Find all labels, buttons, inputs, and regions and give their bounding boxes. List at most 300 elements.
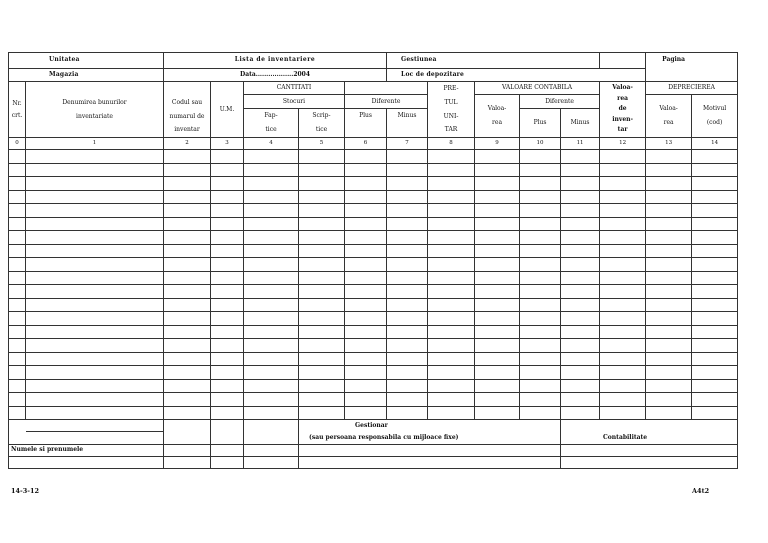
entry-cell[interactable]: [520, 244, 561, 258]
entry-cell[interactable]: [387, 379, 428, 393]
entry-cell[interactable]: [299, 393, 345, 407]
entry-cell[interactable]: [9, 204, 26, 218]
entry-cell[interactable]: [387, 190, 428, 204]
contabilitate-name-field[interactable]: [561, 444, 738, 456]
entry-cell[interactable]: [345, 312, 387, 326]
entry-cell[interactable]: [299, 258, 345, 272]
entry-cell[interactable]: [561, 352, 600, 366]
entry-cell[interactable]: [520, 163, 561, 177]
entry-cell[interactable]: [520, 190, 561, 204]
entry-cell[interactable]: [475, 325, 520, 339]
entry-cell[interactable]: [428, 366, 475, 380]
entry-cell[interactable]: [244, 285, 299, 299]
entry-cell[interactable]: [299, 150, 345, 164]
entry-cell[interactable]: [9, 190, 26, 204]
entry-cell[interactable]: [692, 190, 738, 204]
entry-cell[interactable]: [600, 312, 646, 326]
entry-cell[interactable]: [475, 190, 520, 204]
entry-cell[interactable]: [692, 406, 738, 420]
entry-cell[interactable]: [475, 379, 520, 393]
entry-cell[interactable]: [428, 339, 475, 353]
entry-cell[interactable]: [692, 393, 738, 407]
entry-cell[interactable]: [387, 406, 428, 420]
entry-cell[interactable]: [26, 339, 164, 353]
entry-cell[interactable]: [428, 217, 475, 231]
entry-cell[interactable]: [600, 352, 646, 366]
entry-cell[interactable]: [520, 339, 561, 353]
entry-cell[interactable]: [299, 339, 345, 353]
entry-cell[interactable]: [244, 339, 299, 353]
entry-cell[interactable]: [600, 366, 646, 380]
entry-cell[interactable]: [164, 406, 211, 420]
entry-cell[interactable]: [345, 379, 387, 393]
entry-cell[interactable]: [387, 217, 428, 231]
entry-cell[interactable]: [561, 163, 600, 177]
entry-cell[interactable]: [561, 150, 600, 164]
entry-cell[interactable]: [520, 393, 561, 407]
entry-cell[interactable]: [600, 298, 646, 312]
entry-cell[interactable]: [692, 163, 738, 177]
entry-cell[interactable]: [561, 217, 600, 231]
entry-cell[interactable]: [26, 285, 164, 299]
entry-cell[interactable]: [475, 366, 520, 380]
entry-cell[interactable]: [345, 231, 387, 245]
entry-cell[interactable]: [387, 271, 428, 285]
entry-cell[interactable]: [646, 258, 692, 272]
entry-cell[interactable]: [211, 177, 244, 191]
entry-cell[interactable]: [345, 366, 387, 380]
entry-cell[interactable]: [164, 244, 211, 258]
entry-cell[interactable]: [428, 298, 475, 312]
entry-cell[interactable]: [561, 190, 600, 204]
entry-cell[interactable]: [26, 163, 164, 177]
entry-cell[interactable]: [9, 312, 26, 326]
entry-cell[interactable]: [428, 231, 475, 245]
entry-cell[interactable]: [561, 406, 600, 420]
entry-cell[interactable]: [646, 339, 692, 353]
entry-cell[interactable]: [299, 271, 345, 285]
entry-cell[interactable]: [26, 352, 164, 366]
entry-cell[interactable]: [164, 393, 211, 407]
entry-cell[interactable]: [26, 379, 164, 393]
entry-cell[interactable]: [520, 312, 561, 326]
signature-cell[interactable]: [211, 444, 244, 456]
entry-cell[interactable]: [475, 150, 520, 164]
entry-cell[interactable]: [646, 271, 692, 285]
entry-cell[interactable]: [387, 352, 428, 366]
entry-cell[interactable]: [9, 163, 26, 177]
entry-cell[interactable]: [244, 258, 299, 272]
entry-cell[interactable]: [164, 150, 211, 164]
entry-cell[interactable]: [387, 231, 428, 245]
entry-cell[interactable]: [692, 244, 738, 258]
entry-cell[interactable]: [26, 204, 164, 218]
entry-cell[interactable]: [428, 258, 475, 272]
entry-cell[interactable]: [211, 366, 244, 380]
entry-cell[interactable]: [692, 204, 738, 218]
entry-cell[interactable]: [9, 150, 26, 164]
entry-cell[interactable]: [211, 244, 244, 258]
entry-cell[interactable]: [646, 379, 692, 393]
entry-cell[interactable]: [561, 366, 600, 380]
entry-cell[interactable]: [520, 379, 561, 393]
entry-cell[interactable]: [475, 393, 520, 407]
entry-cell[interactable]: [26, 325, 164, 339]
entry-cell[interactable]: [387, 258, 428, 272]
entry-cell[interactable]: [244, 379, 299, 393]
entry-cell[interactable]: [211, 393, 244, 407]
entry-cell[interactable]: [345, 393, 387, 407]
entry-cell[interactable]: [646, 163, 692, 177]
entry-cell[interactable]: [211, 406, 244, 420]
entry-cell[interactable]: [387, 325, 428, 339]
entry-cell[interactable]: [299, 231, 345, 245]
entry-cell[interactable]: [244, 406, 299, 420]
entry-cell[interactable]: [299, 190, 345, 204]
entry-cell[interactable]: [299, 312, 345, 326]
entry-cell[interactable]: [345, 177, 387, 191]
entry-cell[interactable]: [211, 312, 244, 326]
entry-cell[interactable]: [345, 271, 387, 285]
entry-cell[interactable]: [646, 150, 692, 164]
entry-cell[interactable]: [475, 352, 520, 366]
entry-cell[interactable]: [475, 339, 520, 353]
entry-cell[interactable]: [475, 217, 520, 231]
entry-cell[interactable]: [561, 204, 600, 218]
entry-cell[interactable]: [520, 177, 561, 191]
entry-cell[interactable]: [26, 244, 164, 258]
entry-cell[interactable]: [475, 298, 520, 312]
entry-cell[interactable]: [9, 244, 26, 258]
entry-cell[interactable]: [244, 190, 299, 204]
entry-cell[interactable]: [428, 204, 475, 218]
entry-cell[interactable]: [600, 190, 646, 204]
entry-cell[interactable]: [475, 258, 520, 272]
entry-cell[interactable]: [244, 366, 299, 380]
gestionar-signature-field[interactable]: [299, 457, 561, 469]
entry-cell[interactable]: [520, 298, 561, 312]
entry-cell[interactable]: [9, 298, 26, 312]
entry-cell[interactable]: [600, 379, 646, 393]
entry-cell[interactable]: [299, 204, 345, 218]
entry-cell[interactable]: [561, 244, 600, 258]
signature-cell[interactable]: [164, 457, 211, 469]
entry-cell[interactable]: [244, 204, 299, 218]
entry-cell[interactable]: [692, 339, 738, 353]
entry-cell[interactable]: [26, 190, 164, 204]
entry-cell[interactable]: [600, 406, 646, 420]
entry-cell[interactable]: [299, 366, 345, 380]
entry-cell[interactable]: [244, 312, 299, 326]
entry-cell[interactable]: [387, 393, 428, 407]
entry-cell[interactable]: [475, 285, 520, 299]
entry-cell[interactable]: [9, 352, 26, 366]
entry-cell[interactable]: [692, 379, 738, 393]
entry-cell[interactable]: [211, 190, 244, 204]
entry-cell[interactable]: [345, 352, 387, 366]
entry-cell[interactable]: [428, 163, 475, 177]
entry-cell[interactable]: [387, 339, 428, 353]
entry-cell[interactable]: [345, 244, 387, 258]
entry-cell[interactable]: [520, 150, 561, 164]
entry-cell[interactable]: [692, 258, 738, 272]
entry-cell[interactable]: [475, 312, 520, 326]
entry-cell[interactable]: [600, 150, 646, 164]
entry-cell[interactable]: [520, 406, 561, 420]
signature-cell[interactable]: [211, 457, 244, 469]
entry-cell[interactable]: [561, 271, 600, 285]
entry-cell[interactable]: [26, 231, 164, 245]
entry-cell[interactable]: [345, 217, 387, 231]
entry-cell[interactable]: [164, 285, 211, 299]
entry-cell[interactable]: [646, 352, 692, 366]
entry-cell[interactable]: [692, 150, 738, 164]
entry-cell[interactable]: [520, 285, 561, 299]
entry-cell[interactable]: [475, 244, 520, 258]
entry-cell[interactable]: [164, 298, 211, 312]
entry-cell[interactable]: [244, 393, 299, 407]
entry-cell[interactable]: [561, 339, 600, 353]
entry-cell[interactable]: [475, 406, 520, 420]
entry-cell[interactable]: [345, 298, 387, 312]
entry-cell[interactable]: [600, 231, 646, 245]
entry-cell[interactable]: [428, 312, 475, 326]
entry-cell[interactable]: [561, 312, 600, 326]
entry-cell[interactable]: [561, 325, 600, 339]
entry-cell[interactable]: [428, 177, 475, 191]
entry-cell[interactable]: [211, 163, 244, 177]
entry-cell[interactable]: [692, 366, 738, 380]
entry-cell[interactable]: [26, 217, 164, 231]
entry-cell[interactable]: [692, 325, 738, 339]
entry-cell[interactable]: [646, 312, 692, 326]
entry-cell[interactable]: [345, 325, 387, 339]
signature-cell[interactable]: [164, 444, 211, 456]
signature-cell[interactable]: [244, 444, 299, 456]
entry-cell[interactable]: [387, 150, 428, 164]
entry-cell[interactable]: [164, 190, 211, 204]
entry-cell[interactable]: [520, 366, 561, 380]
entry-cell[interactable]: [520, 217, 561, 231]
entry-cell[interactable]: [345, 258, 387, 272]
entry-cell[interactable]: [520, 352, 561, 366]
entry-cell[interactable]: [345, 285, 387, 299]
entry-cell[interactable]: [646, 298, 692, 312]
date-field[interactable]: Data..................2004: [164, 68, 387, 82]
entry-cell[interactable]: [244, 217, 299, 231]
entry-cell[interactable]: [164, 231, 211, 245]
entry-cell[interactable]: [244, 298, 299, 312]
entry-cell[interactable]: [646, 217, 692, 231]
entry-cell[interactable]: [244, 244, 299, 258]
entry-cell[interactable]: [164, 271, 211, 285]
entry-cell[interactable]: [345, 190, 387, 204]
entry-cell[interactable]: [428, 393, 475, 407]
entry-cell[interactable]: [211, 150, 244, 164]
entry-cell[interactable]: [600, 217, 646, 231]
entry-cell[interactable]: [600, 339, 646, 353]
entry-cell[interactable]: [520, 231, 561, 245]
entry-cell[interactable]: [26, 258, 164, 272]
entry-cell[interactable]: [692, 177, 738, 191]
entry-cell[interactable]: [646, 231, 692, 245]
entry-cell[interactable]: [428, 150, 475, 164]
entry-cell[interactable]: [9, 406, 26, 420]
entry-cell[interactable]: [9, 177, 26, 191]
entry-cell[interactable]: [244, 352, 299, 366]
entry-cell[interactable]: [387, 366, 428, 380]
entry-cell[interactable]: [211, 379, 244, 393]
entry-cell[interactable]: [244, 177, 299, 191]
entry-cell[interactable]: [299, 406, 345, 420]
entry-cell[interactable]: [211, 204, 244, 218]
entry-cell[interactable]: [692, 271, 738, 285]
entry-cell[interactable]: [26, 271, 164, 285]
entry-cell[interactable]: [646, 325, 692, 339]
entry-cell[interactable]: [9, 339, 26, 353]
entry-cell[interactable]: [299, 352, 345, 366]
entry-cell[interactable]: [26, 406, 164, 420]
entry-cell[interactable]: [345, 163, 387, 177]
entry-cell[interactable]: [345, 339, 387, 353]
entry-cell[interactable]: [26, 366, 164, 380]
entry-cell[interactable]: [164, 312, 211, 326]
entry-cell[interactable]: [9, 231, 26, 245]
entry-cell[interactable]: [520, 325, 561, 339]
entry-cell[interactable]: [299, 298, 345, 312]
entry-cell[interactable]: [387, 177, 428, 191]
entry-cell[interactable]: [387, 163, 428, 177]
entry-cell[interactable]: [244, 325, 299, 339]
entry-cell[interactable]: [299, 177, 345, 191]
entry-cell[interactable]: [387, 312, 428, 326]
entry-cell[interactable]: [561, 379, 600, 393]
entry-cell[interactable]: [692, 231, 738, 245]
entry-cell[interactable]: [428, 190, 475, 204]
entry-cell[interactable]: [9, 393, 26, 407]
entry-cell[interactable]: [211, 298, 244, 312]
entry-cell[interactable]: [475, 163, 520, 177]
entry-cell[interactable]: [692, 352, 738, 366]
entry-cell[interactable]: [600, 258, 646, 272]
entry-cell[interactable]: [428, 271, 475, 285]
entry-cell[interactable]: [475, 204, 520, 218]
entry-cell[interactable]: [600, 177, 646, 191]
entry-cell[interactable]: [345, 406, 387, 420]
entry-cell[interactable]: [211, 258, 244, 272]
entry-cell[interactable]: [211, 352, 244, 366]
entry-cell[interactable]: [164, 258, 211, 272]
contabilitate-signature-field[interactable]: [561, 457, 738, 469]
entry-cell[interactable]: [9, 258, 26, 272]
entry-cell[interactable]: [387, 244, 428, 258]
entry-cell[interactable]: [561, 393, 600, 407]
entry-cell[interactable]: [428, 285, 475, 299]
entry-cell[interactable]: [299, 325, 345, 339]
entry-cell[interactable]: [299, 163, 345, 177]
entry-cell[interactable]: [244, 150, 299, 164]
entry-cell[interactable]: [387, 298, 428, 312]
entry-cell[interactable]: [520, 258, 561, 272]
entry-cell[interactable]: [345, 204, 387, 218]
entry-cell[interactable]: [211, 325, 244, 339]
entry-cell[interactable]: [299, 217, 345, 231]
entry-cell[interactable]: [600, 271, 646, 285]
entry-cell[interactable]: [244, 163, 299, 177]
entry-cell[interactable]: [475, 271, 520, 285]
entry-cell[interactable]: [600, 393, 646, 407]
entry-cell[interactable]: [299, 379, 345, 393]
entry-cell[interactable]: [9, 217, 26, 231]
entry-cell[interactable]: [600, 204, 646, 218]
entry-cell[interactable]: [475, 177, 520, 191]
entry-cell[interactable]: [299, 285, 345, 299]
entry-cell[interactable]: [692, 312, 738, 326]
entry-cell[interactable]: [26, 177, 164, 191]
entry-cell[interactable]: [164, 177, 211, 191]
entry-cell[interactable]: [428, 379, 475, 393]
entry-cell[interactable]: [387, 285, 428, 299]
entry-cell[interactable]: [211, 339, 244, 353]
entry-cell[interactable]: [211, 285, 244, 299]
entry-cell[interactable]: [164, 163, 211, 177]
entry-cell[interactable]: [428, 244, 475, 258]
entry-cell[interactable]: [475, 231, 520, 245]
entry-cell[interactable]: [520, 204, 561, 218]
entry-cell[interactable]: [428, 325, 475, 339]
entry-cell[interactable]: [244, 271, 299, 285]
entry-cell[interactable]: [9, 379, 26, 393]
entry-cell[interactable]: [646, 285, 692, 299]
entry-cell[interactable]: [646, 393, 692, 407]
entry-cell[interactable]: [646, 406, 692, 420]
entry-cell[interactable]: [299, 244, 345, 258]
entry-cell[interactable]: [646, 177, 692, 191]
entry-cell[interactable]: [164, 325, 211, 339]
entry-cell[interactable]: [561, 258, 600, 272]
entry-cell[interactable]: [26, 393, 164, 407]
entry-cell[interactable]: [600, 244, 646, 258]
entry-cell[interactable]: [561, 298, 600, 312]
entry-cell[interactable]: [9, 325, 26, 339]
gestionar-name-field[interactable]: [299, 444, 561, 456]
entry-cell[interactable]: [26, 312, 164, 326]
entry-cell[interactable]: [561, 177, 600, 191]
entry-cell[interactable]: [9, 366, 26, 380]
entry-cell[interactable]: [164, 339, 211, 353]
entry-cell[interactable]: [600, 325, 646, 339]
entry-cell[interactable]: [646, 204, 692, 218]
entry-cell[interactable]: [211, 231, 244, 245]
entry-cell[interactable]: [164, 217, 211, 231]
entry-cell[interactable]: [387, 204, 428, 218]
entry-cell[interactable]: [600, 163, 646, 177]
entry-cell[interactable]: [9, 271, 26, 285]
entry-cell[interactable]: [646, 190, 692, 204]
entry-cell[interactable]: [164, 204, 211, 218]
entry-cell[interactable]: [345, 150, 387, 164]
entry-cell[interactable]: [244, 231, 299, 245]
entry-cell[interactable]: [164, 352, 211, 366]
entry-cell[interactable]: [164, 366, 211, 380]
entry-cell[interactable]: [600, 285, 646, 299]
gestiunea-field[interactable]: [600, 53, 646, 69]
entry-cell[interactable]: [428, 352, 475, 366]
entry-cell[interactable]: [646, 366, 692, 380]
entry-cell[interactable]: [692, 298, 738, 312]
entry-cell[interactable]: [692, 217, 738, 231]
entry-cell[interactable]: [9, 285, 26, 299]
